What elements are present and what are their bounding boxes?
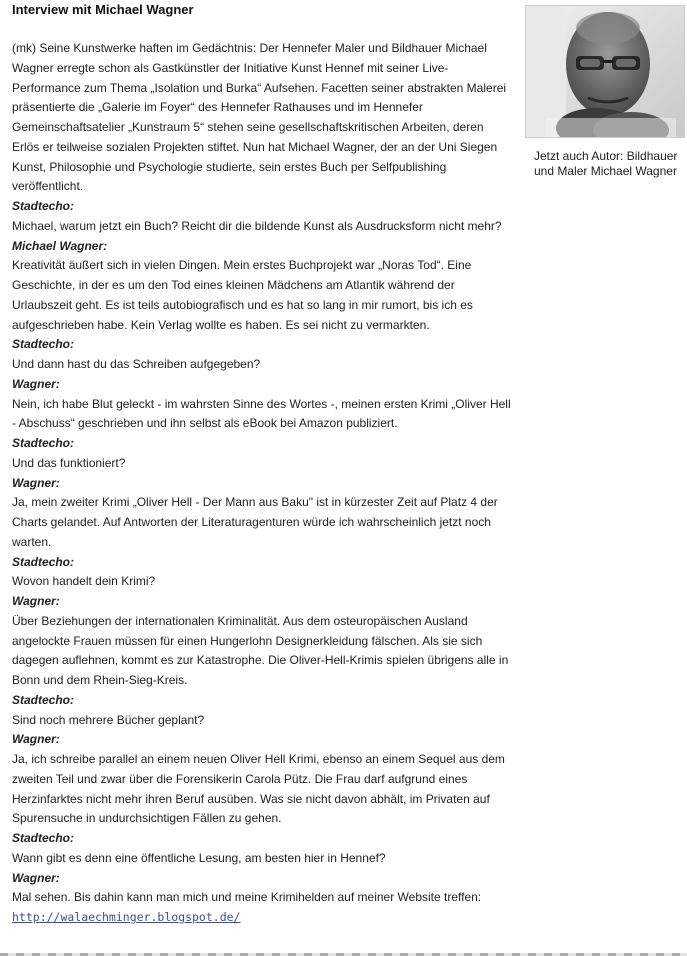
exchange-text: Kreativität äußert sich in vielen Dingen. Mein erstes Buchprojekt war „Noras Tod“. Eine Geschichte, in der es um den Tod eines kleinen Mädchens am Atlantik während der Urlaubszeit geht. Es ist teils autobiografisch und es hat so lang in mir rumort, bis ich es aufgeschrieben habe. Kein Verlag wollte es haben. Es sei nicht zu vermarkten. [12, 258, 473, 332]
exchange [12, 335, 512, 375]
exchange-text: Ja, ich schreibe parallel an einem neuen Oliver Hell Krimi, ebenso an einem Sequel aus dem zweiten Teil und zwar über die Forensikerin Carola Pütz. Die Frau darf aufgrund eines Herzinfarktes nicht mehr ihren Beruf ausüben. Was sie nicht davon abhält, im Privaten auf Spurensuche in undurchsichtigen Fällen zu gehen. [12, 752, 505, 826]
exchange [12, 592, 512, 691]
exchange-text: Sind noch mehrere Bücher geplant? [12, 712, 205, 727]
speaker-label: Stadtecho: [12, 831, 75, 845]
exchange-text: Über Beziehungen der internationalen Kriminalität. Aus dem osteuropäischen Ausland angelockte Frauen müssen für einen Hungerlohn Designerkleidung fälschen. Als sie sich dagegen auflehnen, kommt es zur Katastrophe. Die Oliver-Hell-Krimis spielen übrigens alle in Bonn und dem Rhein-Sieg-Kreis. [12, 613, 509, 687]
exchange-text: Wovon handelt dein Krimi? [12, 574, 156, 589]
speaker-label: Wagner: [12, 594, 60, 608]
article [12, 0, 512, 928]
exchange-text: Und das funktioniert? [12, 455, 126, 470]
website-link[interactable]: http://walaechminger.blogspot.de/ [12, 910, 241, 924]
exchange [12, 375, 512, 434]
speaker-label: Stadtecho: [12, 436, 75, 450]
article-intro: (mk) Seine Kunstwerke haften im Gedächtnis: Der Hennefer Maler und Bildhauer Michael Wagner erregte schon als Gastkünstler der Initiative Kunst Hennef mit seiner Live-Performance zum Thema „Isolation und Burka“ Aufsehen. Facetten seiner abstrakten Malerei präsentierte die „Galerie im Foyer“ des Hennefer Rathauses und im Hennefer Gemeinschaftsatelier „Kunstraum 5“ stehen seine gesellschaftskritischen Arbeiten, deren Erlös er teilweise sozialen Projekten stiftet. Nun hat Michael Wagner, der an der Uni Siegen Kunst, Philosophie und Psychologie studierte, sein erstes Buch per Selfpublishing veröffentlicht. [12, 41, 507, 194]
exchange-text: Nein, ich habe Blut geleckt - im wahrsten Sinne des Wortes -, meinen ersten Krimi „Oliver Hell - Abschuss“ geschrieben und ihn selbst als eBook bei Amazon publiziert. [12, 396, 511, 431]
exchange [12, 197, 512, 237]
exchange-text: Wann gibt es denn eine öffentliche Lesung, am besten hier in Hennef? [12, 850, 386, 865]
speaker-label: Stadtecho: [12, 337, 75, 352]
speaker-label: Wagner: [12, 475, 60, 490]
exchange-text: Und dann hast du das Schreiben aufgegeben? [12, 357, 261, 371]
author-portrait-image [526, 6, 685, 138]
exchange [12, 691, 512, 731]
speaker-label: Stadtecho: [12, 199, 75, 213]
author-photo [525, 5, 685, 138]
article-title: Interview mit Michael Wagner [12, 2, 194, 17]
exchange [12, 869, 512, 909]
speaker-label: Wagner: [12, 732, 60, 747]
exchange [12, 474, 512, 553]
sidebar [525, 5, 687, 179]
website-link-line [12, 908, 512, 928]
exchange-list [12, 197, 512, 908]
exchange [12, 237, 512, 336]
exchange-text: Mal sehen. Bis dahin kann man mich und meine Krimihelden auf meiner Website treffen: [12, 890, 482, 905]
exchange [12, 730, 512, 829]
speaker-label: Michael Wagner: [12, 238, 108, 253]
exchange [12, 434, 512, 474]
exchange-text: Michael, warum jetzt ein Buch? Reicht dir die bildende Kunst als Ausdrucksform nicht mehr? [12, 218, 502, 233]
speaker-label: Stadtecho: [12, 692, 75, 707]
photo-caption: Jetzt auch Autor: Bildhauer und Maler Michael Wagner [534, 149, 678, 178]
speaker-label: Stadtecho: [12, 554, 75, 569]
exchange [12, 553, 512, 593]
exchange [12, 829, 512, 869]
exchange-text: Ja, mein zweiter Krimi „Oliver Hell - Der Mann aus Baku" ist in kürzester Zeit auf Platz 4 der Charts gelandet. Auf Antworten der Literaturagenturen würde ich wahrscheinlich jetzt noch warten. [12, 495, 498, 549]
speaker-label: Wagner: [12, 376, 60, 391]
speaker-label: Wagner: [12, 870, 60, 885]
